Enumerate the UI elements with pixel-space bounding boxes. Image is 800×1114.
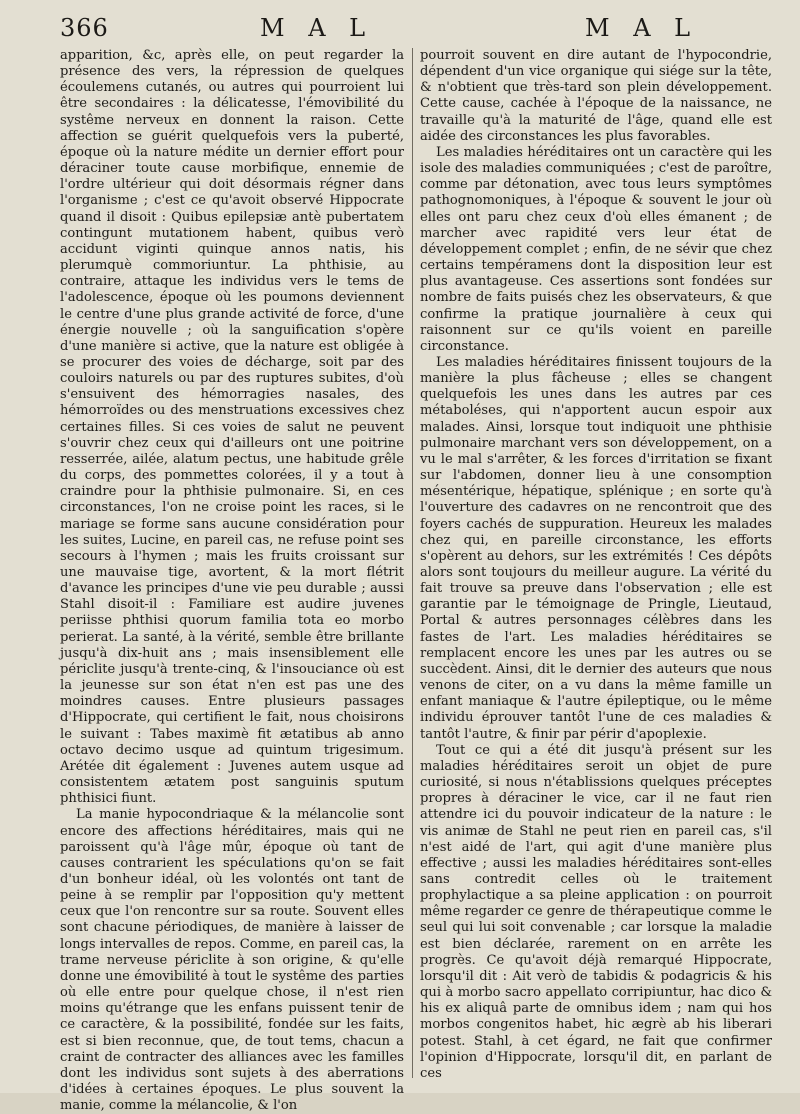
page-header bbox=[60, 14, 770, 46]
paragraph: Les maladies héréditaires finissent toujours de la manière la plus fâcheuse ; elles se changent quelquefois les unes dans les autres par ces métaboléses, qui n'apportent aucun espoir aux malades. Ainsi, lorsque tout indiquoit une phthisie pulmonaire marchant vers son développement, on a vu le mal s'arrêter, & les forces d'irritation se fixant sur l'abdomen, donner lieu à une consomption mésentérique, hépatique, splénique ; en sorte qu'à l'ouverture des cadavres on ne rencontroit que des foyers cachés de suppuration. Heureux les malades chez qui, en pareille circonstance, les efforts s'opèrent au dehors, sur les extrémités ! Ces dépôts alors sont toujours du meilleur augure. La vérité du fait trouve sa preuve dans l'observation ; elle est garantie par le témoignage de Pringle, Lieutaud, Portal & autres personnages célèbres dans les fastes de l'art. Les maladies héréditaires se remplacent encore les unes par les autres ou se succèdent. Ainsi, dit le dernier des auteurs que nous venons de citer, on a vu dans la même famille un enfant maniaque & l'autre épileptique, ou le même individu éprouver tantôt l'une de ces maladies & tantôt l'autre, & finir par périr d'apoplexie. bbox=[420, 354, 772, 742]
paragraph: Les maladies héréditaires ont un caractère qui les isole des maladies communiquées ; c'est de paroître, comme par détonation, avec tous leurs symptômes pathognomoniques, à l'époque & souvent le jour où elles ont paru chez ceux d'où elles émanent ; de marcher avec rapidité vers leur état de développement complet ; enfin, de ne sévir que chez certains tempéramens dont la disposition leur est plus avantageuse. Ces assertions sont fondées sur nombre de faits puisés chez les observateurs, & que confirme la pratique journalière à ceux qui raisonnent sur ce qu'ils voient en pareille circonstance. bbox=[420, 144, 772, 354]
paragraph: Tout ce qui a été dit jusqu'à présent sur les maladies héréditaires seroit un objet de pure curiosité, si nous n'établissions quelques préceptes propres à déraciner le vice, car il ne faut rien attendre ici du pouvoir indicateur de la nature : le vis animæ de Stahl ne peut rien en pareil cas, s'il n'est aidé de l'art, qui agit d'une manière plus effective ; aussi les maladies héréditaires sont-elles sans contredit celles où le traitement prophylactique a sa pleine application : on pourroit même regarder ce genre de thérapeutique comme le seul qui lui soit convenable ; car lorsque la maladie est bien déclarée, rarement on en arrête les progrès. Ce qu'avoit déjà remarqué Hippocrate, lorsqu'il dit : Ait verò de tabidis & podagricis & his qui à morbo sacro appellato corripiuntur, hac dico & his ex aliquâ parte de omnibus idem ; nam qui hos morbos congenitos habet, hic ægrè ab his liberari potest. Stahl, à cet égard, ne fait que confirmer l'opinion d'Hippocrate, lorsqu'il dit, en parlant de ces bbox=[420, 742, 772, 1081]
left-column bbox=[60, 48, 404, 1114]
running-head-right: M A L bbox=[585, 14, 699, 42]
right-column bbox=[420, 48, 772, 1081]
paragraph: La manie hypocondriaque & la mélancolie sont encore des affections héréditaires, mais qui ne paroissent qu'à l'âge mûr, époque où tant de causes contrarient les spéculations qu'on se fait d'un bonheur idéal, où les volontés ont tant de peine à se remplir par l'opposition qu'y mettent ceux que l'on rencontre sur sa route. Souvent elles sont chacune périodiques, de manière à laisser de longs intervalles de repos. Comme, en pareil cas, la trame nerveuse périclite à son origine, & qu'elle donne une émovibilité à tout le systême des parties où elle entre pour quelque chose, il n'est rien moins qu'étrange que les enfans puissent tenir de ce caractère, & la possibilité, fondée sur les faits, est si bien reconnue, que, de tout tems, chacun a craint de contracter des alliances avec les familles dont les individus sont sujets à des aberrations d'idées à certaines époques. Le plus souvent la manie, comme la mélancolie, & l'on bbox=[60, 807, 404, 1114]
paragraph: apparition, &c, après elle, on peut regarder la présence des vers, la répression de quelques écoulemens cutanés, ou autres qui pourroient lui être secondaires : la délicatesse, l'émovibilité du systême nerveux en donnent la raison. Cette affection se guérit quelquefois vers la puberté, époque où la nature médite un dernier effort pour déraciner toute cause morbifique, ennemie de l'ordre ultérieur qui doit désormais régner dans l'organisme ; c'est ce qu'avoit observé Hippocrate quand il disoit : Quibus epilepsiæ antè pubertatem contingunt mutationem habent, quibus verò accidunt viginti quinque annos natis, his plerumquè commoriuntur. La phthisie, au contraire, attaque les individus vers le tems de l'adolescence, époque où les poumons deviennent le centre d'une plus grande activité de force, d'une énergie nouvelle ; où la sanguification s'opère d'une manière si active, que la nature est obligée à se procurer des voies de décharge, soit par des couloirs naturels ou par des ruptures subites, d'où s'ensuivent des hémorragies nasales, des hémorroïdes ou des menstruations excessives chez certaines filles. Si ces voies de salut ne peuvent s'ouvrir chez ceux qui d'ailleurs ont une poitrine resserrée, ailée, alatum pectus, une habitude grêle du corps, des pommettes colorées, il y a tout à craindre pour la phthisie pulmonaire. Si, en ces circonstances, l'on ne croise point les races, si le mariage se forme sans aucune considération pour les suites, Lucine, en pareil cas, ne refuse point ses secours à l'hymen ; mais les fruits croissant sur une mauvaise tige, avortent, & la mort flétrit d'avance les principes d'une vie peu durable ; aussi Stahl disoit-il : Familiare est audire juvenes periisse phthisi quorum familia tota eo morbo perierat. La santé, à la vérité, semble être brillante jusqu'à dix-huit ans ; mais insensiblement elle périclite jusqu'à trente-cinq, & l'insouciance où est la jeunesse sur son état n'en est pas une des moindres causes. Entre plusieurs passages d'Hippocrate, qui certifient le fait, nous choisirons le suivant : Tabes maximè fit ætatibus ab anno octavo decimo usque ad quintum trigesimum. Arétée dit également : Juvenes autem usque ad consistentem ætatem post sanguinis sputum phthisici fiunt. bbox=[60, 48, 404, 807]
column-divider bbox=[412, 48, 413, 1078]
running-head-left: M A L bbox=[260, 14, 374, 42]
paragraph: pourroit souvent en dire autant de l'hypocondrie, dépendent d'un vice organique qui siége sur la tête, & n'obtient que très-tard son plein développement. Cette cause, cachée à l'époque de la naissance, ne travaille qu'à la maturité de l'âge, quand elle est aidée des circonstances les plus favorables. bbox=[420, 48, 772, 144]
page-number: 366 bbox=[60, 14, 109, 42]
